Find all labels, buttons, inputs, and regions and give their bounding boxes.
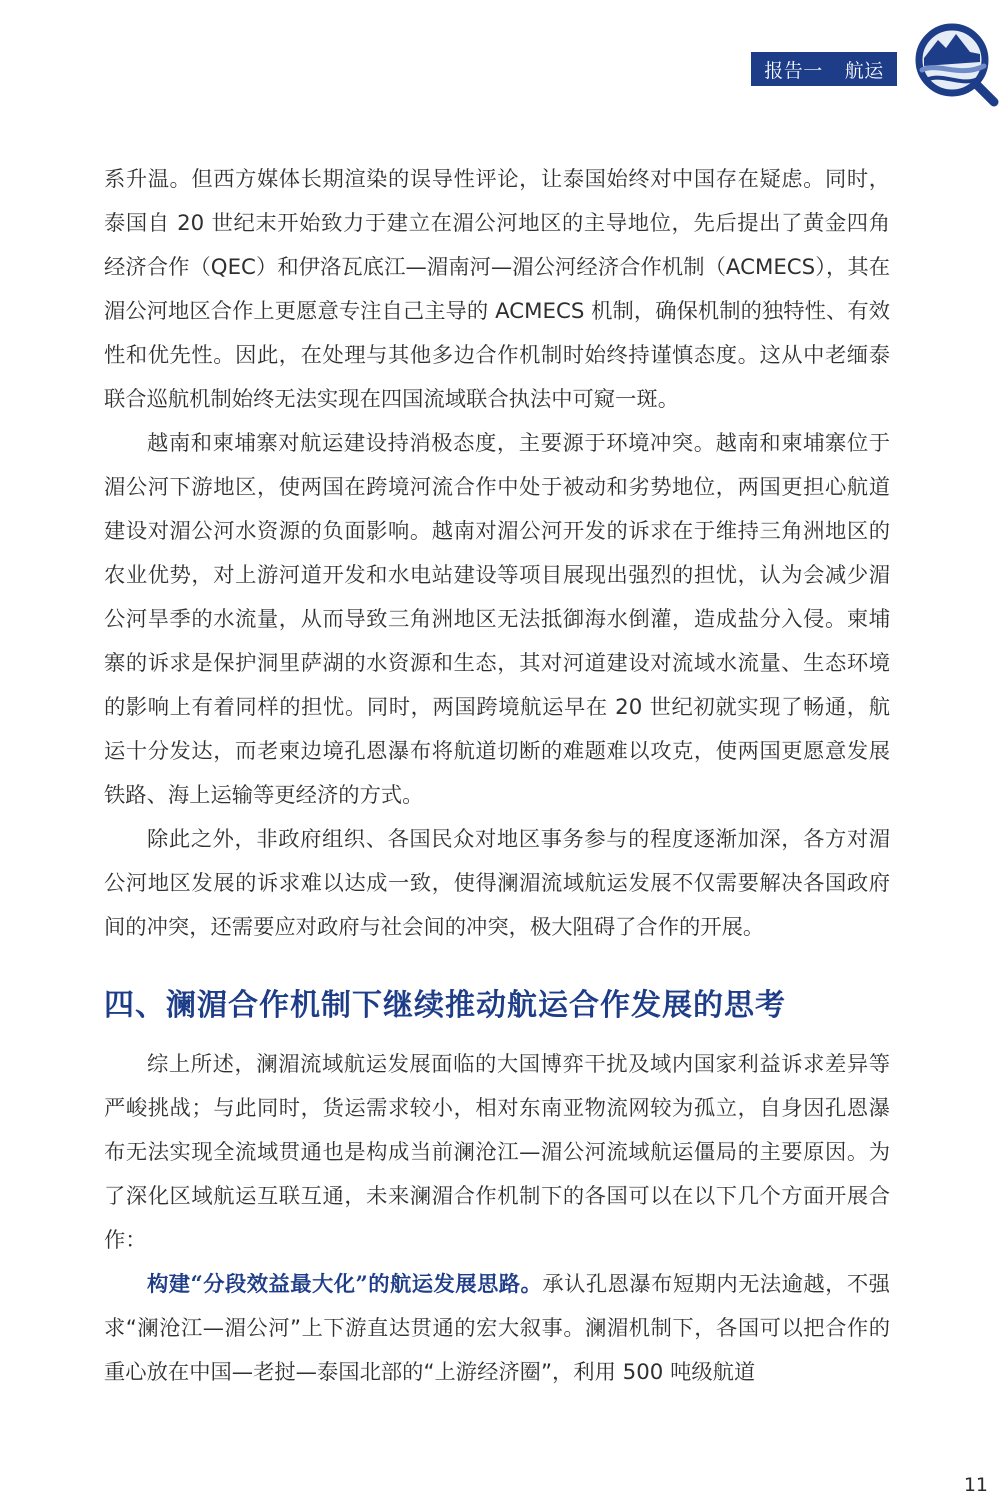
paragraph-vietnam-cambodia: 越南和柬埔寨对航运建设持消极态度，主要源于环境冲突。越南和柬埔寨位于湄公河下游地区，使两国在跨境河流合作中处于被动和劣势地位，两国更担心航道建设对湄公河水资源的负面影响。越南对湄公河开发的诉求在于维持三角洲地区的农业优势，对上游河道开发和水电站建设等项目展现出强烈的担忧，认为会减少湄公河旱季的水流量，从而导致三角洲地区无法抵御海水倒灌，造成盐分入侵。柬埔寨的诉求是保护洞里萨湖的水资源和生态，其对河道建设对流域水流量、生态环境的影响上有着同样的担忧。同时，两国跨境航运早在 20 世纪初就实现了畅通，航运十分发达，而老柬边境孔恩瀑布将航道切断的难题难以攻克，使两国更愿意发展铁路、海上运输等更经济的方式。: [104, 431, 890, 808]
river-magnifier-logo-icon: [908, 18, 1000, 108]
page-number: 11: [963, 1474, 988, 1496]
report-label: 报告一: [764, 59, 823, 82]
report-section-label: [751, 52, 897, 86]
section-label: 航运: [844, 59, 884, 82]
article-body: [104, 158, 890, 1395]
emphasis-lead: 构建“分段效益最大化”的航运发展思路。: [147, 1272, 543, 1297]
paragraph-ngo: 除此之外，非政府组织、各国民众对地区事务参与的程度逐渐加深，各方对湄公河地区发展的诉求难以达成一致，使得澜湄流域航运发展不仅需要解决各国政府间的冲突，还需要应对政府与社会间的冲突，极大阻碍了合作的开展。: [104, 827, 890, 940]
paragraph-segment-strategy: [104, 1263, 890, 1395]
emphasis-body: 承认孔恩瀑布短期内无法逾越，不强求“澜沧江—湄公河”上下游直达贯通的宏大叙事。澜湄机制下，各国可以把合作的重心放在中国—老挝—泰国北部的“上游经济圈”，利用 500 吨级航道: [104, 1272, 890, 1385]
section-heading: 四、澜湄合作机制下继续推动航运合作发展的思考: [104, 988, 786, 1023]
paragraph-summary: 综上所述，澜湄流域航运发展面临的大国博弈干扰及域内国家利益诉求差异等严峻挑战；与此同时，货运需求较小，相对东南亚物流网较为孤立，自身因孔恩瀑布无法实现全流域贯通也是构成当前澜沧江—湄公河流域航运僵局的主要原因。为了深化区域航运互联互通，未来澜湄合作机制下的各国可以在以下几个方面开展合作：: [104, 1052, 890, 1253]
paragraph-thailand: 系升温。但西方媒体长期渲染的误导性评论，让泰国始终对中国存在疑虑。同时，泰国自 20 世纪末开始致力于建立在湄公河地区的主导地位，先后提出了黄金四角经济合作（QEC）和伊洛瓦底江—湄南河—湄公河经济合作机制（ACMECS），其在湄公河地区合作上更愿意专注自己主导的 ACMECS 机制，确保机制的独特性、有效性和优先性。因此，在处理与其他多边合作机制时始终持谨慎态度。这从中老缅泰联合巡航机制始终无法实现在四国流域联合执法中可窥一斑。: [104, 167, 890, 412]
